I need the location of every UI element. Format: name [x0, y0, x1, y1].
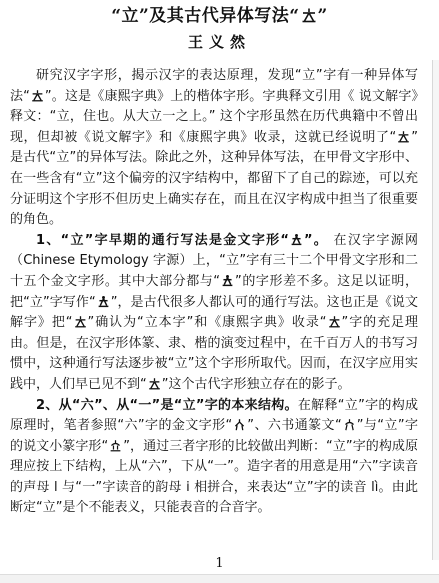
bronze-li-glyph-icon	[97, 295, 110, 308]
paragraph-2-text-c: ”，是古代很多人都认可的通行写法。这也正是《说文解字》把“	[10, 294, 418, 331]
section-1-heading-text-b: ”。	[303, 232, 329, 248]
document-title	[0, 4, 439, 28]
variant-li-glyph-icon	[31, 89, 44, 102]
paragraph-3-text-b: ”、六书通篆文“	[247, 418, 342, 434]
paragraph-2-text-b: ”的字形差不多。这足以证明，把“立”字写作“	[10, 273, 418, 310]
bronze-liu-glyph-icon	[233, 418, 246, 431]
title-text-part1: “立”及其古代异体写法“	[111, 6, 300, 26]
paragraph-2-text-f: ”这个古代字形独立存在的影子。	[161, 376, 351, 392]
section-1-heading	[36, 233, 328, 248]
variant-li-glyph-icon	[397, 130, 410, 143]
page-number: 1	[215, 556, 224, 571]
paragraph-3-text-c: ”与“立”字的说文小篆字形“	[10, 418, 418, 454]
variant-li-glyph-icon	[148, 377, 161, 390]
paragraph-3	[10, 396, 418, 520]
paragraph-2	[10, 231, 418, 396]
document-author: 王义然	[187, 33, 251, 51]
paragraph-1-text-a: 研究汉字字形，揭示汉字的表达原理，发现“立”字有一种异体写法“	[10, 68, 418, 104]
paragraph-1-text-b: ”。这是《康熙字典》上的楷体字形。字典释文引用《 说文解字》释文：“立，住也。从大立一之上。” 这个字形虽然在历代典籍中不曾出现，但却被《说文解字》和《康熙字典》收录，这就已经说明了“	[10, 88, 418, 145]
bronze-li-glyph-icon	[221, 274, 234, 287]
paragraph-2-text-d: ”确认为“立本字”和《康熙字典》收录“	[87, 315, 327, 331]
document-body	[10, 66, 418, 519]
section-1-heading-text-a: 1、“立”字早期的通行写法是金文字形“	[36, 232, 289, 248]
paragraph-2-text-a: 在汉字字源网（Chinese Etymology 字源）上，“立”字有三十二个甲骨文字形和二十五个金文字形。其中大部分都与“	[10, 232, 419, 289]
paragraph-2-text-e: ”字的充足理由。但是，在汉字形体篆、隶、楷的演变过程中，在千百万人的书写习惯中，这种通行写法逐步被“立”这个字形所取代。因而，在汉字应用实践中，人们早已见不到“	[10, 315, 418, 392]
paragraph-1-text-c: ” 是古代“立”的异体写法。除此之外，这种异体写法，在甲骨文字形中、在一些含有“立”这个偏旁的汉字结构中，都留下了自己的踪迹，可以充分证明这个字形不但历史上确实存在，而且在汉字构成中担当了很重要的角色。	[10, 129, 418, 228]
viewer-right-edge	[432, 60, 439, 560]
seal-liu-glyph-icon	[343, 418, 356, 431]
variant-li-glyph-icon	[328, 315, 341, 328]
seal-li-glyph-icon	[109, 439, 122, 452]
paragraph-3-text-a: 在解释“立”字的构成原理时，笔者参照“六”字的金文字形“	[10, 397, 418, 434]
variant-li-glyph-icon	[74, 315, 87, 328]
section-2-heading: 2、从“六”、从“一”是“立”字的本来结构。	[36, 397, 298, 413]
viewer-bottom-edge	[0, 574, 439, 583]
paragraph-1	[10, 66, 418, 231]
title-text-part2: ”	[317, 6, 328, 26]
variant-li-glyph-icon	[301, 7, 317, 23]
bronze-li-glyph-icon	[290, 233, 303, 246]
paragraph-3-text-d: ”，通过三者字形的比较做出判断：“立”字的构成原理应按上下结构，上从“六”，下从“一”。造字者的用意是用“六”字读音的声母 l 与“一”字读音的韵母 i 相拼合，来表达“立”字的读音 lì。由此断定“立”是个不能表义，只能表音的合音字。	[10, 438, 418, 516]
